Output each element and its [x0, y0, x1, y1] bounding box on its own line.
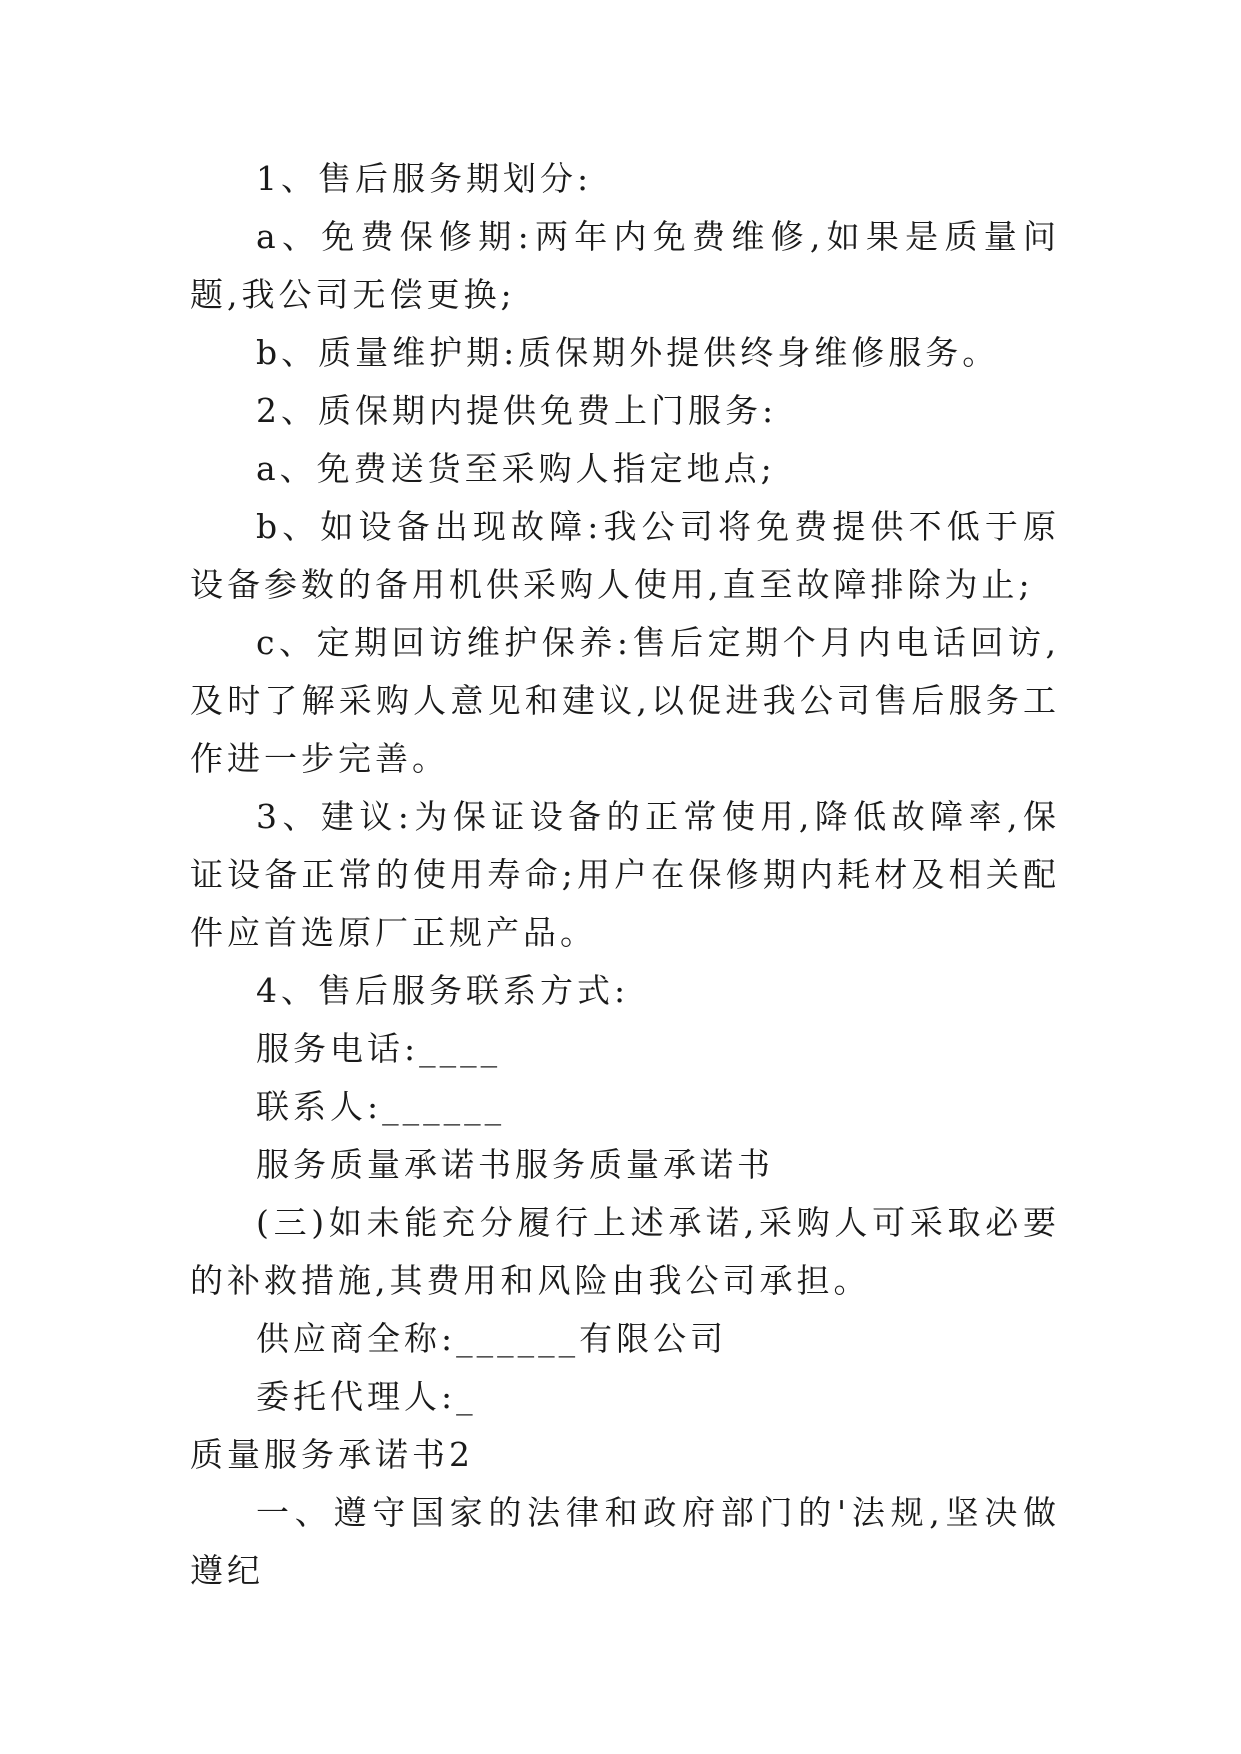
- paragraph-9: 4、售后服务联系方式:: [256, 971, 630, 1010]
- paragraph-2: a、免费保修期:两年内免费维修,如果是质量问题,我公司无偿更换;: [190, 217, 1060, 314]
- paragraph-6: b、如设备出现故障:我公司将免费提供不低于原设备参数的备用机供采购人使用,直至故障排除为止;: [190, 507, 1060, 604]
- paragraph-4: 2、质保期内提供免费上门服务:: [256, 391, 778, 430]
- paragraph-12: 服务质量承诺书服务质量承诺书: [256, 1145, 774, 1184]
- paragraph-13: (三)如未能充分履行上述承诺,采购人可采取必要的补救措施,其费用和风险由我公司承担。: [190, 1203, 1060, 1300]
- section-heading: 质量服务承诺书2: [190, 1435, 474, 1474]
- document-body: [190, 150, 1060, 1600]
- paragraph-8: 3、建议:为保证设备的正常使用,降低故障率,保证设备正常的使用寿命;用户在保修期内耗材及相关配件应首选原厂正规产品。: [190, 797, 1060, 952]
- paragraph-7: c、定期回访维护保养:售后定期个月内电话回访,及时了解采购人意见和建议,以促进我公司售后服务工作进一步完善。: [190, 623, 1060, 778]
- paragraph-1: 1、售后服务期划分:: [256, 159, 593, 198]
- paragraph-5: a、免费送货至采购人指定地点;: [256, 449, 776, 488]
- paragraph-17: 一、遵守国家的法律和政府部门的'法规,坚决做遵纪: [190, 1493, 1060, 1590]
- paragraph-3: b、质量维护期:质保期外提供终身维修服务。: [256, 333, 1000, 372]
- contact-person-line: 联系人:______: [256, 1087, 506, 1126]
- supplier-name-line: 供应商全称:______有限公司: [256, 1319, 728, 1358]
- service-phone-line: 服务电话:____: [256, 1029, 502, 1068]
- agent-line: 委托代理人:_: [256, 1377, 477, 1416]
